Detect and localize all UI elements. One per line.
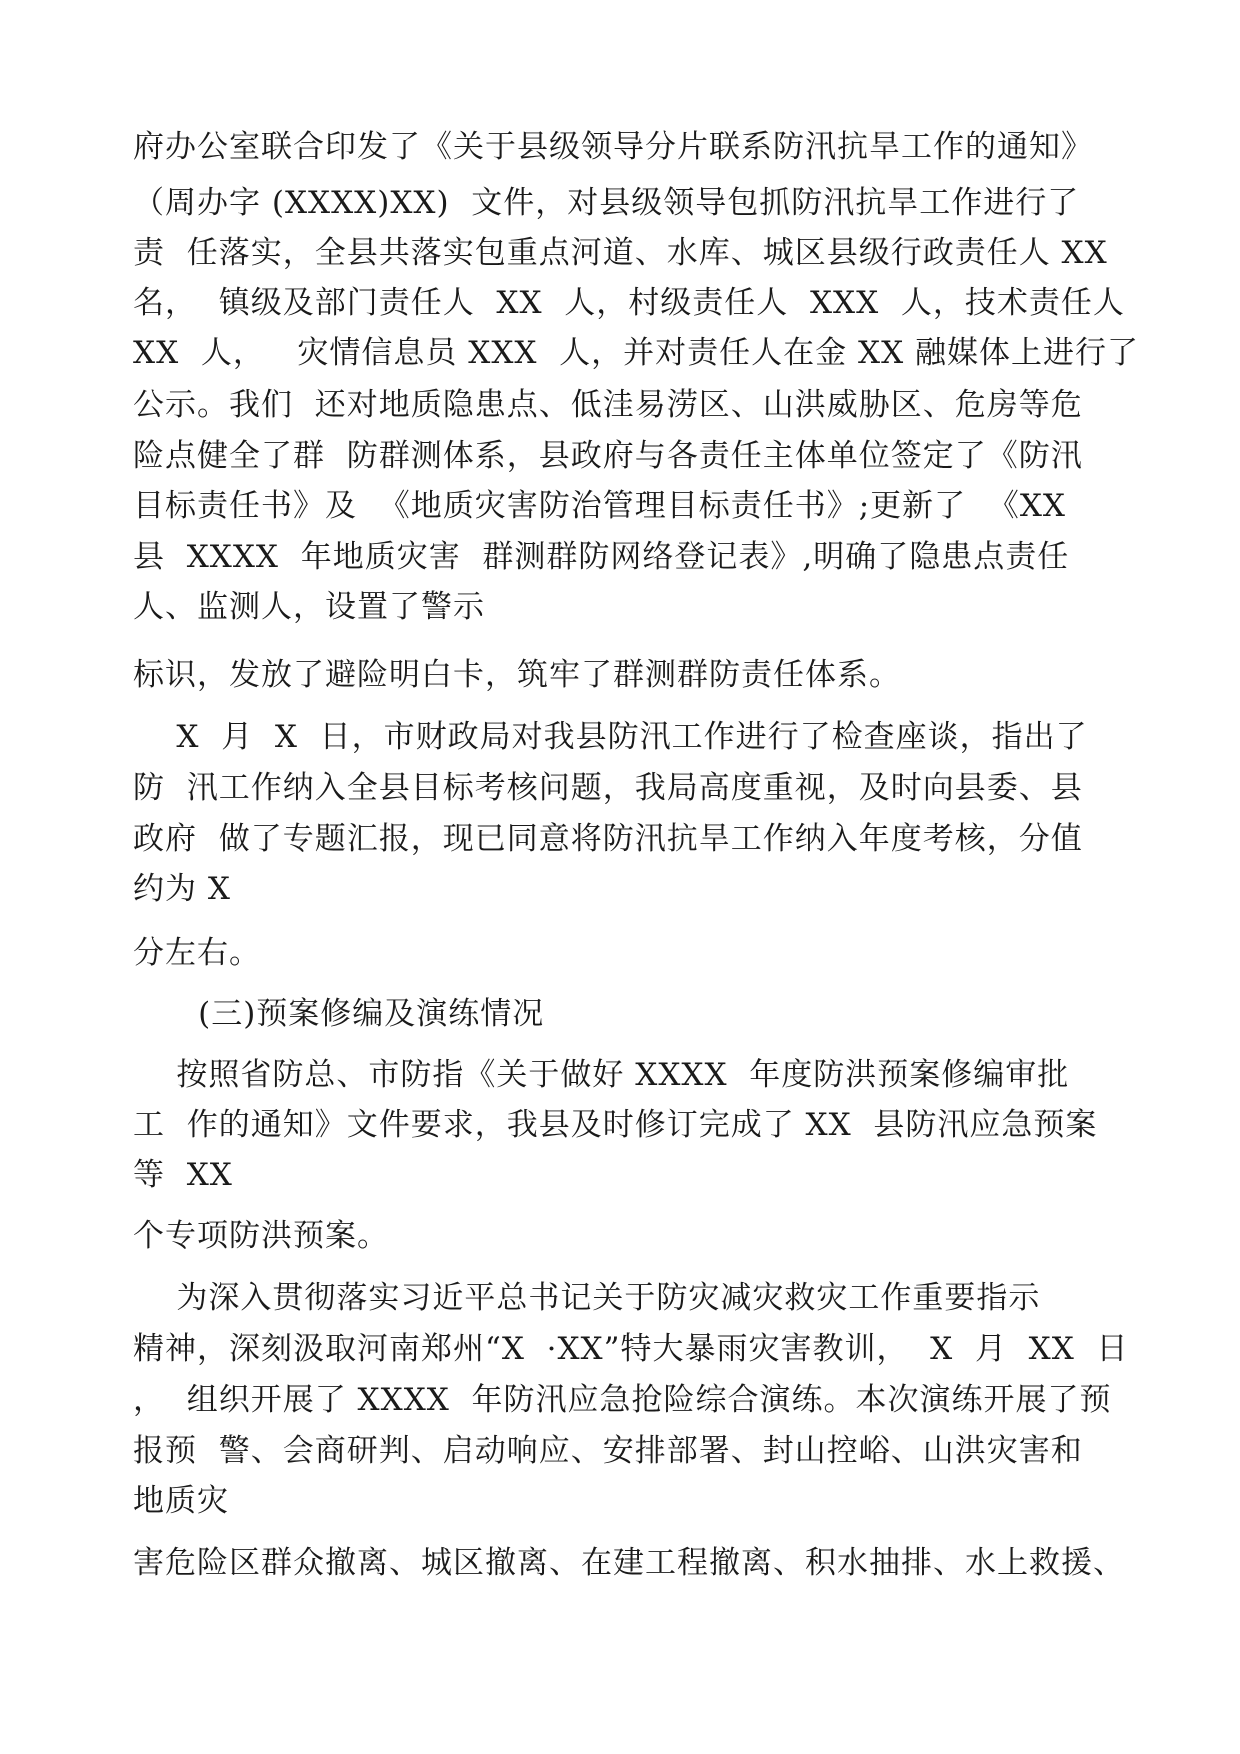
text-line: 目标责任书》及 《地质灾害防治管理目标责任书》;更新了 《XX: [133, 488, 1066, 524]
text-line: 个专项防洪预案。: [133, 1218, 389, 1254]
text-line: 标识，发放了避险明白卡，筑牢了群测群防责任体系。: [133, 657, 901, 693]
text-line: 政府 做了专题汇报，现已同意将防汛抗旱工作纳入年度考核，分值: [133, 821, 1083, 857]
text-line: 地质灾: [133, 1483, 229, 1519]
text-line: 名， 镇级及部门责任人 XX 人，村级责任人 XXX 人，技术责任人: [133, 285, 1125, 321]
text-line: 公示。我们 还对地质隐患点、低洼易涝区、山洪威胁区、危房等危: [133, 387, 1083, 423]
text-line: 险点健全了群 防群测体系，县政府与各责任主体单位签定了《防汛: [133, 438, 1083, 474]
text-line: 按照省防总、市防指《关于做好 XXXX 年度防洪预案修编审批: [133, 1057, 1070, 1093]
text-line: 约为 X: [133, 871, 231, 907]
text-line: 责 任落实，全县共落实包重点河道、水库、城区县级行政责任人 XX: [133, 235, 1108, 271]
text-line: ， 组织开展了 XXXX 年防汛应急抢险综合演练。本次演练开展了预: [133, 1382, 1112, 1418]
text-line: X 月 X 日，市财政局对我县防汛工作进行了检查座谈，指出了: [133, 719, 1088, 755]
text-line: 精神，深刻汲取河南郑州“X ·XX”特大暴雨灾害教训， X 月 XX 日: [133, 1331, 1129, 1367]
text-line: 分左右。: [133, 935, 261, 971]
text-line: （周办字 (XXXX)XX) 文件，对县级领导包抓防汛抗旱工作进行了: [133, 185, 1080, 221]
text-line: 工 作的通知》文件要求，我县及时修订完成了 XX 县防汛应急预案: [133, 1107, 1098, 1143]
text-line: 人、监测人，设置了警示: [133, 589, 485, 625]
section-heading: (三)预案修编及演练情况: [133, 996, 545, 1032]
text-line: 为深入贯彻落实习近平总书记关于防灾减灾救灾工作重要指示: [133, 1280, 1041, 1316]
text-line: 报预 警、会商研判、启动响应、安排部署、封山控峪、山洪灾害和: [133, 1433, 1083, 1469]
text-line: XX 人， 灾情信息员 XXX 人，并对责任人在金 XX 融媒体上进行了: [133, 335, 1140, 371]
text-line: 等 XX: [133, 1157, 233, 1193]
text-line: 府办公室联合印发了《关于县级领导分片联系防汛抗旱工作的通知》: [133, 129, 1093, 165]
text-line: 害危险区群众撤离、城区撤离、在建工程撤离、积水抽排、水上救援、: [133, 1545, 1125, 1581]
text-line: 县 XXXX 年地质灾害 群测群防网络登记表》,明确了隐患点责任: [133, 539, 1070, 575]
text-line: 防 汛工作纳入全县目标考核问题，我局高度重视，及时向县委、县: [133, 770, 1083, 806]
